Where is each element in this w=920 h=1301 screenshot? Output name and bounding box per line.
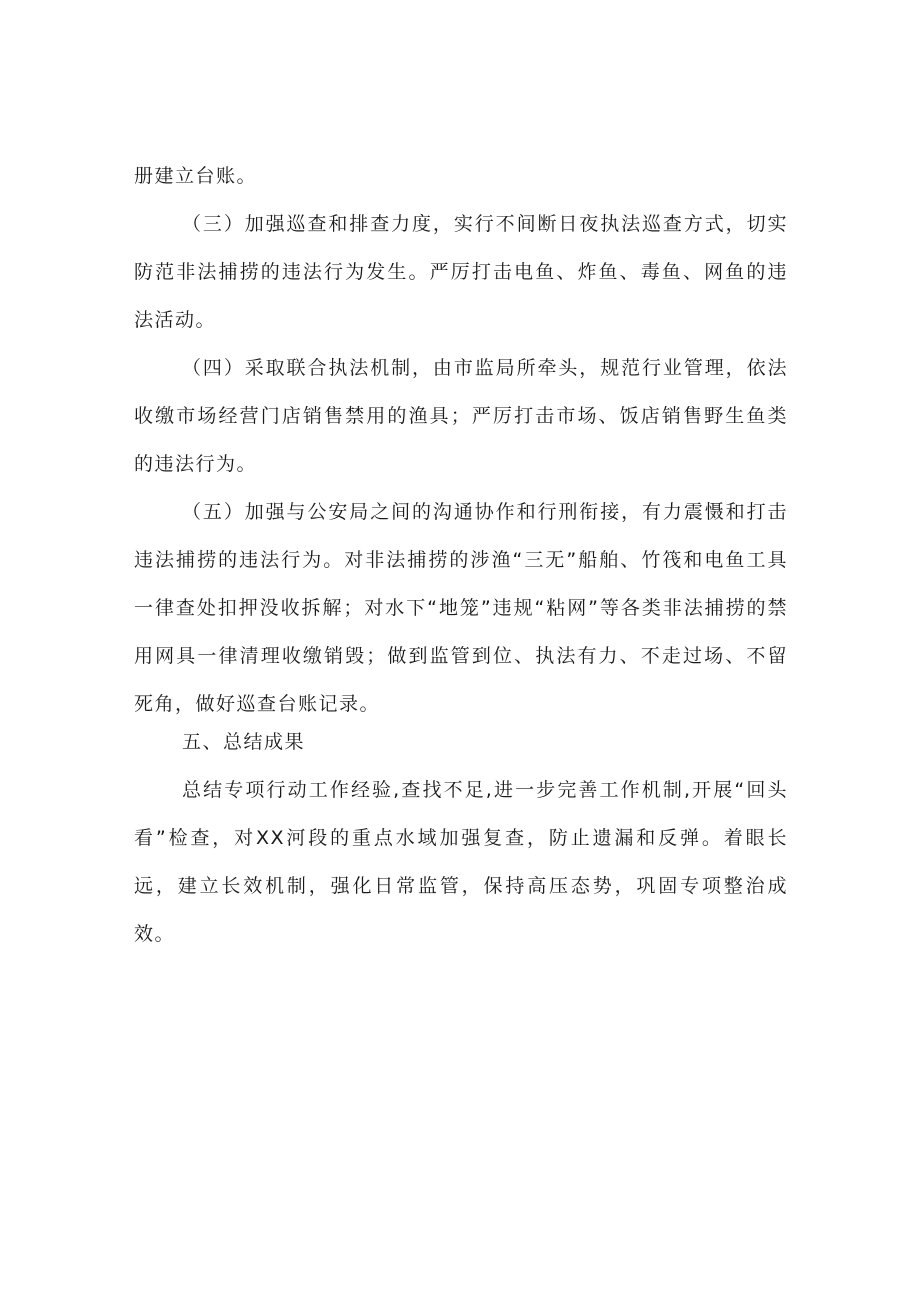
paragraph-item-3: （三）加强巡查和排查力度，实行不间断日夜执法巡查方式，切实防范非法捕捞的违法行为发生。严厉打击电鱼、炸鱼、毒鱼、网鱼的违法活动。 bbox=[134, 213, 788, 331]
paragraph-item-5: （五）加强与公安局之间的沟通协作和行刑衔接，有力震慑和打击违法捕捞的违法行为。对非法捕捞的涉渔“三无”船舶、竹筏和电鱼工具一律查处扣押没收拆解；对水下“地笼”违规“粘网”等各类非法捕捞的禁用网具一律清理收缴销毁；做到监管到位、执法有力、不走过场、不留死角，做好巡查台账记录。 bbox=[134, 501, 788, 715]
section-heading-summary: 五、总结成果 bbox=[182, 731, 306, 753]
paragraph-summary: 总结专项行动工作经验,查找不足,进一步完善工作机制,开展“回头看”检查，对XX河段的重点水域加强复查，防止遗漏和反弹。着眼长远，建立长效机制，强化日常监管，保持高压态势，巩固专项整治成效。 bbox=[134, 779, 788, 945]
paragraph-item-4: （四）采取联合执法机制，由市监局所牵头，规范行业管理，依法收缴市场经营门店销售禁用的渔具；严厉打击市场、饭店销售野生鱼类的违法行为。 bbox=[134, 357, 788, 475]
paragraph-continuation: 册建立台账。 bbox=[134, 165, 258, 187]
